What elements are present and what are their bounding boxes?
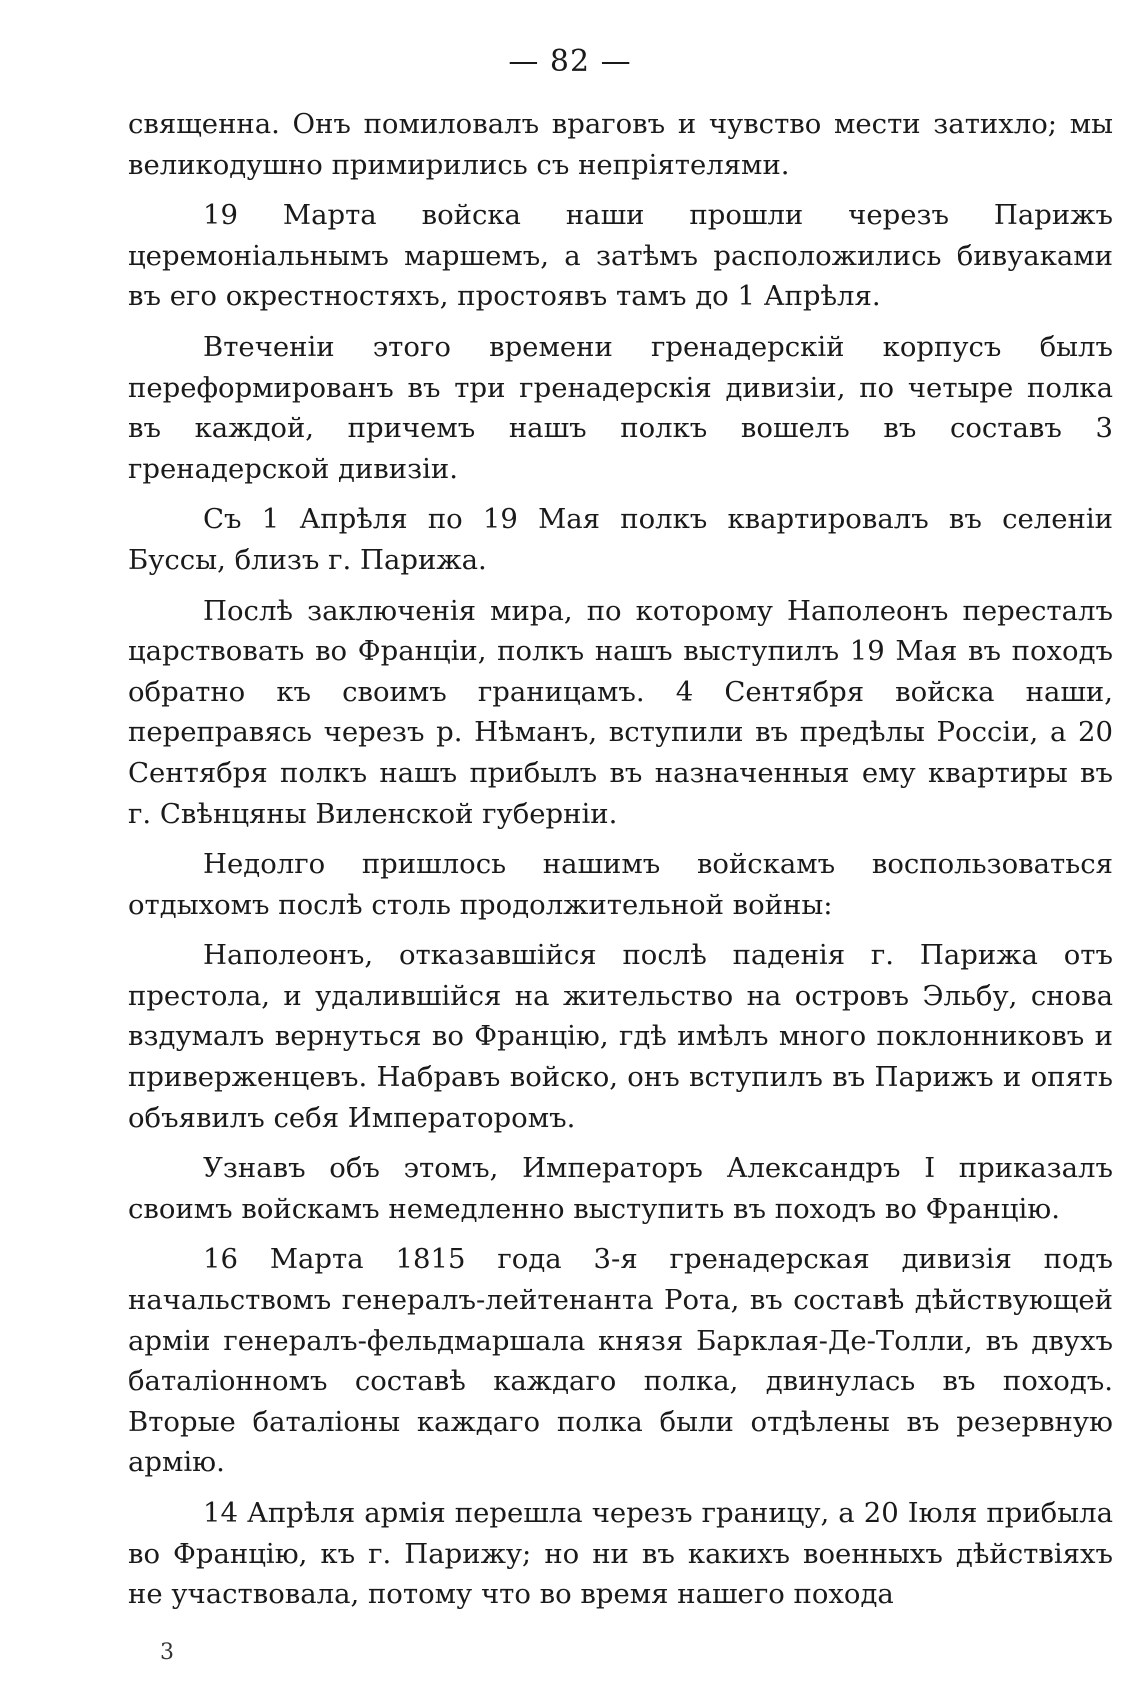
paragraph: 16 Марта 1815 года 3-я гренадерская дивизія подъ начальствомъ генералъ-лейтенанта Рота, въ составѣ дѣйствующей арміи генералъ-фельдмаршала князя Барклая-Де-Толли, въ двухъ баталіонномъ составѣ каждаго полка, двинулась въ походъ. Вторые баталіоны каждаго полка были отдѣлены въ резервную армію. xyxy=(128,1243,1113,1479)
paragraph: Втеченіи этого времени гренадерскій корпусъ былъ переформированъ въ три гренадерскія дивизіи, по четыре полка въ каждой, причемъ нашъ полкъ вошелъ въ составъ 3 гренадерской дивизіи. xyxy=(128,330,1113,485)
paragraph: 19 Марта войска наши прошли черезъ Парижъ церемоніальнымъ маршемъ, а затѣмъ расположились бивуаками въ его окрестностяхъ, простоявъ тамъ до 1 Апрѣля. xyxy=(128,199,1113,313)
paragraph: Узнавъ объ этомъ, Императоръ Александръ I приказалъ своимъ войскамъ немедленно выступить въ походъ во Францію. xyxy=(128,1152,1113,1225)
page-number: — 82 — xyxy=(508,44,632,79)
paragraph: Недолго пришлось нашимъ войскамъ воспользоваться отдыхомъ послѣ столь продолжительной войны: xyxy=(128,848,1113,921)
body-text xyxy=(128,104,1113,1625)
paragraph: Съ 1 Апрѣля по 19 Мая полкъ квартировалъ въ селеніи Буссы, близъ г. Парижа. xyxy=(128,503,1113,576)
paragraph: священна. Онъ помиловалъ враговъ и чувство мести затихло; мы великодушно примирились съ непріятелями. xyxy=(128,108,1113,181)
paragraph: 14 Апрѣля армія перешла черезъ границу, а 20 Іюля прибыла во Францію, къ г. Парижу; но ни въ какихъ военныхъ дѣйствіяхъ не участвовала, потому что во время нашего похода xyxy=(128,1497,1113,1611)
paragraph: Наполеонъ, отказавшійся послѣ паденія г. Парижа отъ престола, и удалившійся на жительство на островъ Эльбу, снова вздумалъ вернуться во Францію, гдѣ имѣлъ много поклонниковъ и приверженцевъ. Набравъ войско, онъ вступилъ въ Парижъ и опять объявилъ себя Императоромъ. xyxy=(128,939,1113,1134)
signature-mark: 3 xyxy=(160,1640,174,1665)
paragraph: Послѣ заключенія мира, по которому Наполеонъ пересталъ царствовать во Франціи, полкъ нашъ выступилъ 19 Мая въ походъ обратно къ своимъ границамъ. 4 Сентября войска наши, переправясь черезъ р. Нѣманъ, вступили въ предѣлы Россіи, а 20 Сентября полкъ нашъ прибылъ въ назначенныя ему квартиры въ г. Свѣнцяны Виленской губерніи. xyxy=(128,594,1113,830)
